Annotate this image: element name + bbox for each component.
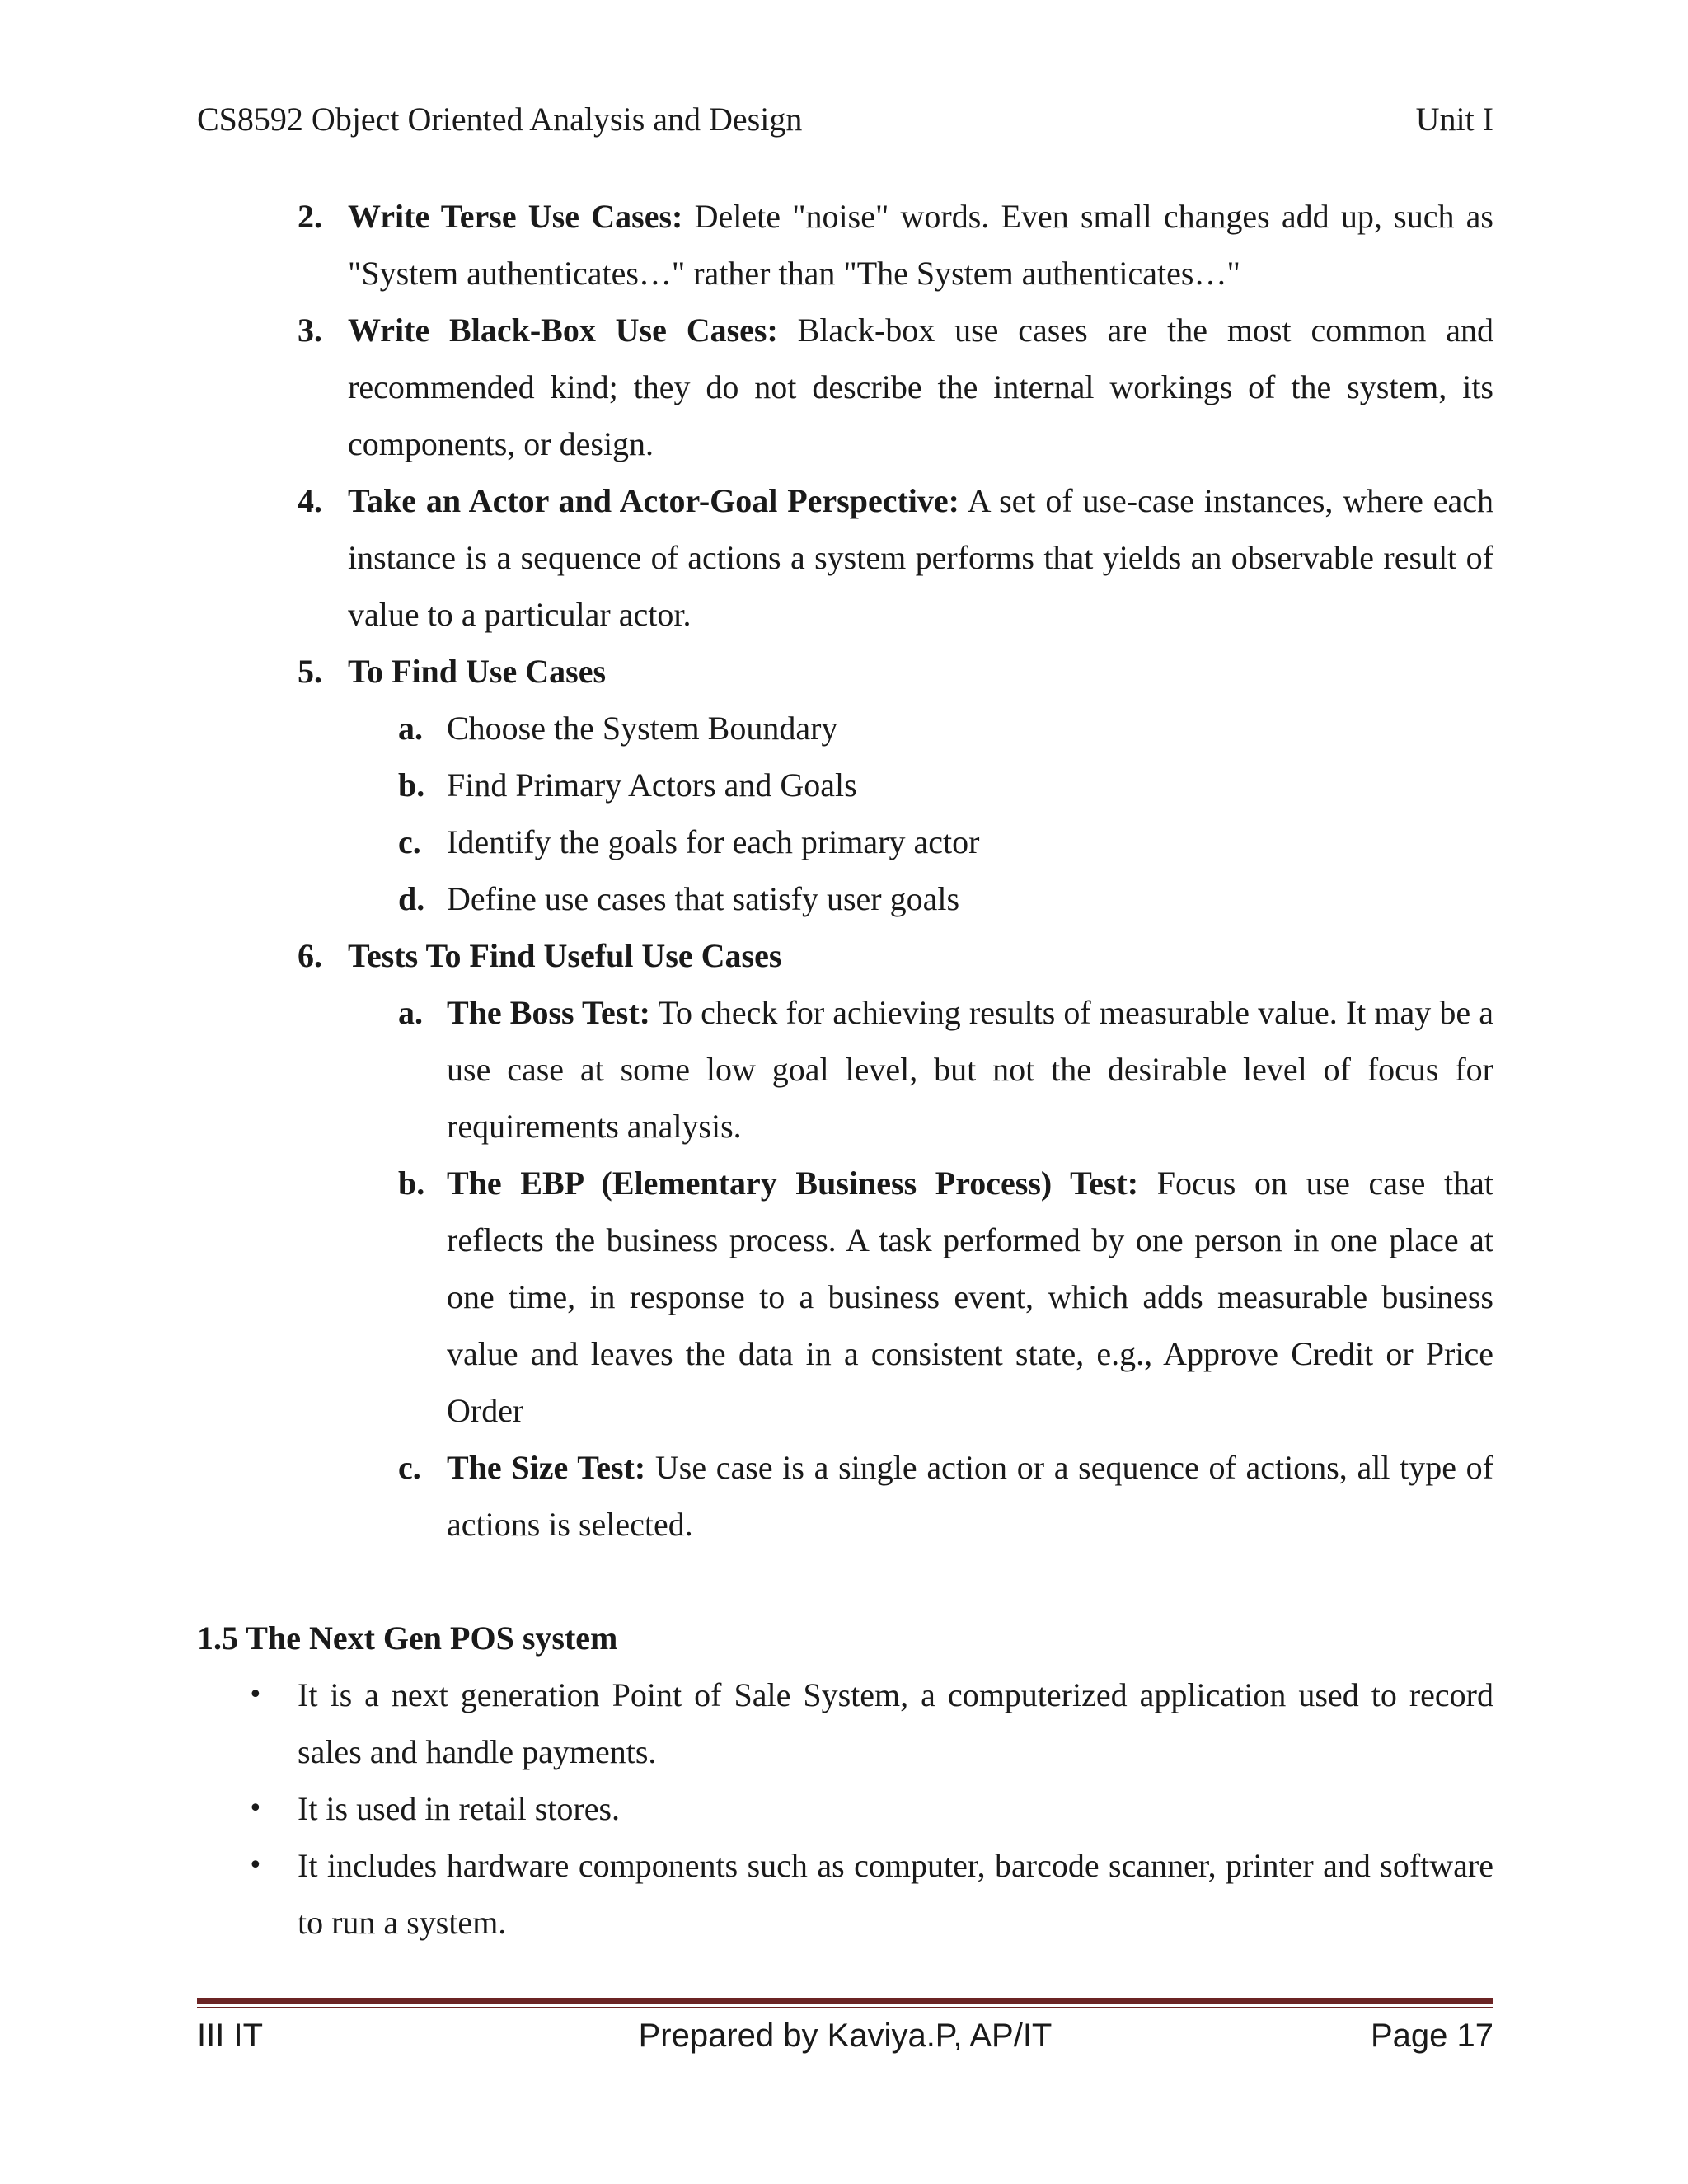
item-number: 6.: [298, 937, 322, 974]
bullet-text: It is used in retail stores.: [298, 1790, 621, 1827]
page-footer: [197, 2011, 1493, 2060]
item-title: Take an Actor and Actor-Goal Perspective:: [348, 482, 959, 519]
sub-item-letter: b.: [398, 1165, 425, 1202]
bullet-item: [197, 1780, 1493, 1837]
section-heading: 1.5 The Next Gen POS system: [197, 1619, 618, 1657]
sub-item-text: Use case is a single action or a sequence of actions, all type of actions is selected.: [447, 1449, 1493, 1543]
footer-divider-thin: [197, 2007, 1493, 2008]
item-title: Write Black-Box Use Cases:: [348, 312, 778, 349]
item-text: A set of use-case instances, where each instance is a sequence of actions a system performs that yields an observable result of value to a particular actor.: [348, 482, 1493, 633]
sub-item-title: The Boss Test:: [447, 994, 650, 1031]
footer-author: Prepared by Kaviya.P, AP/IT: [638, 2018, 1053, 2054]
list-item: [197, 188, 1493, 302]
item-number: 3.: [298, 312, 322, 349]
list-item: [197, 643, 1493, 700]
sub-list-item: [197, 813, 1493, 870]
item-text: Delete "noise" words. Even small changes add up, such as "System authenticates…" rather than "The System authenticates…": [348, 198, 1493, 292]
item-number: 4.: [298, 482, 322, 519]
sub-item-letter: c.: [398, 1449, 421, 1486]
sub-list-item: [197, 1439, 1493, 1553]
bullet-item: [197, 1666, 1493, 1780]
spacer: [197, 1553, 1493, 1610]
sub-list-item: [197, 984, 1493, 1155]
bullet-icon: •: [248, 1851, 263, 1880]
item-number: 2.: [298, 198, 322, 235]
sub-list-item: [197, 700, 1493, 757]
sub-item-title: The EBP (Elementary Business Process) Test:: [447, 1165, 1139, 1202]
page-number: Page 17: [1370, 2018, 1493, 2054]
sub-item-letter: d.: [398, 880, 425, 917]
sub-list-item: [197, 1155, 1493, 1439]
list-item: [197, 472, 1493, 643]
item-title: Tests To Find Useful Use Cases: [348, 937, 782, 974]
list-item: [197, 302, 1493, 472]
sub-item-text: To check for achieving results of measurable value. It may be a use case at some low goal level, but not the desirable level of focus for requirements analysis.: [447, 994, 1493, 1145]
bullet-icon: •: [248, 1794, 263, 1823]
footer-class: III IT: [197, 2018, 263, 2054]
bullet-icon: •: [248, 1680, 263, 1709]
sub-item-letter: a.: [398, 710, 423, 747]
item-number: 5.: [298, 653, 322, 690]
sub-item-letter: b.: [398, 766, 425, 804]
sub-list-item: [197, 757, 1493, 813]
item-title: To Find Use Cases: [348, 653, 607, 690]
footer-divider: [197, 1998, 1493, 2004]
sub-item-text: Identify the goals for each primary actor: [447, 823, 980, 860]
sub-item-text: Focus on use case that reflects the business process. A task performed by one person in one place at one time, in response to a business event, which adds measurable business value and leaves the data in a consistent state, e.g., Approve Credit or Price Order: [447, 1165, 1494, 1429]
sub-item-title: The Size Test:: [447, 1449, 646, 1486]
sub-item-text: Define use cases that satisfy user goals: [447, 880, 960, 917]
bullet-item: [197, 1837, 1493, 1951]
sub-list-item: [197, 870, 1493, 927]
sub-item-letter: c.: [398, 823, 421, 860]
sub-item-letter: a.: [398, 994, 423, 1031]
bullet-text: It includes hardware components such as computer, barcode scanner, printer and software to run a system.: [298, 1847, 1493, 1941]
page-header: [197, 95, 1493, 144]
page-content: [197, 188, 1493, 1951]
list-item: [197, 927, 1493, 984]
bullet-text: It is a next generation Point of Sale System, a computerized application used to record sales and handle payments.: [298, 1676, 1493, 1770]
item-text: Black-box use cases are the most common and recommended kind; they do not describe the internal workings of the system, its components, or design.: [348, 312, 1494, 462]
unit-label: Unit I: [1415, 101, 1493, 138]
sub-item-text: Find Primary Actors and Goals: [447, 766, 857, 804]
course-title: CS8592 Object Oriented Analysis and Design: [197, 101, 803, 138]
sub-item-text: Choose the System Boundary: [447, 710, 838, 747]
item-title: Write Terse Use Cases:: [348, 198, 683, 235]
